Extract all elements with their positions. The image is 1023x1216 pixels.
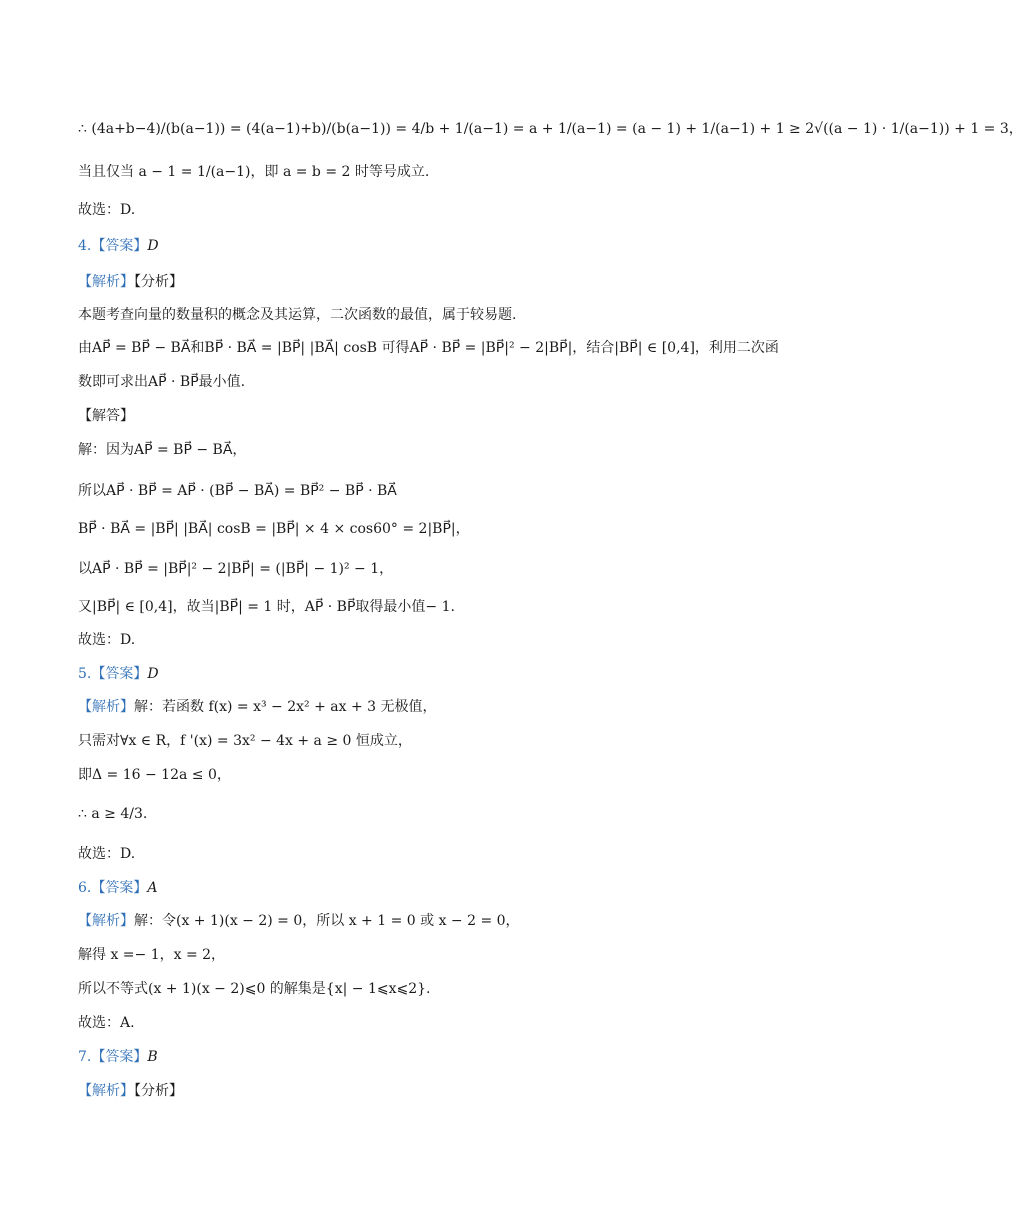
analysis-text: 【分析】	[134, 274, 183, 290]
text-line: 故选：D.	[78, 202, 136, 218]
text-line: 所以不等式(x + 1)(x − 2)⩽0 的解集是{x| − 1⩽x⩽2}.	[78, 981, 431, 997]
question-number: 6.	[78, 880, 92, 896]
answer-value: D	[147, 666, 159, 682]
text-line: BP⃗ · BA⃗ = |BP⃗| |BA⃗| cosB = |BP⃗| × 4 × cos60° = 2|BP⃗|，	[78, 521, 470, 537]
text-line: 所以AP⃗ · BP⃗ = AP⃗ · (BP⃗ − BA⃗) = BP⃗² − BP⃗ · BA⃗	[78, 483, 397, 499]
text-line: 【解答】	[78, 408, 134, 424]
analysis-text: 【分析】	[134, 1083, 183, 1099]
analysis-text: 解：令(x + 1)(x − 2) = 0，所以 x + 1 = 0 或 x − 2 = 0，	[134, 913, 520, 929]
text-line: 解得 x =− 1，x = 2，	[78, 947, 226, 963]
question-number: 7.	[78, 1049, 92, 1065]
text-line: 即Δ = 16 − 12a ≤ 0，	[78, 767, 231, 783]
answer-heading	[78, 236, 800, 256]
analysis-line	[78, 697, 800, 717]
text-line: 故选：A.	[78, 1015, 135, 1031]
answer-value: B	[147, 1049, 158, 1065]
analysis-heading	[78, 1081, 800, 1101]
analysis-tag: 【解析】	[78, 699, 134, 715]
answer-heading	[78, 878, 800, 898]
analysis-heading	[78, 272, 800, 292]
answer-value: D	[147, 238, 159, 254]
text-line: 以AP⃗ · BP⃗ = |BP⃗|² − 2|BP⃗| = (|BP⃗| − 1)² − 1，	[78, 561, 394, 577]
answer-tag: 【答案】	[91, 238, 148, 254]
analysis-text: 解：若函数 f(x) = x³ − 2x² + ax + 3 无极值，	[134, 699, 437, 715]
text-line: ∴ a ≥ 4/3.	[78, 806, 148, 822]
text-line: 又|BP⃗| ∈ [0,4]，故当|BP⃗| = 1 时，AP⃗ · BP⃗取得最小值− 1.	[78, 599, 455, 615]
analysis-tag: 【解析】	[78, 274, 134, 290]
text-line: 由AP⃗ = BP⃗ − BA⃗和BP⃗ · BA⃗ = |BP⃗| |BA⃗| cosB 可得AP⃗ · BP⃗ = |BP⃗|² − 2|BP⃗|，结合|BP⃗| ∈ [0,4]，利用二次函	[78, 340, 779, 356]
text-line: ∴ (4a+b−4)/(b(a−1)) = (4(a−1)+b)/(b(a−1)) = 4/b + 1/(a−1) = a + 1/(a−1) = (a − 1) + 1/(a−1) + 1 ≥ 2√((a − 1) · 1/(a−1)) + 1 = 3，	[78, 121, 1023, 137]
text-line: 只需对∀x ∈ R，f '(x) = 3x² − 4x + a ≥ 0 恒成立，	[78, 733, 412, 749]
analysis-line	[78, 911, 800, 931]
question-number: 4.	[78, 238, 92, 254]
text-line: 解：因为AP⃗ = BP⃗ − BA⃗，	[78, 442, 247, 458]
text-line: 本题考查向量的数量积的概念及其运算，二次函数的最值，属于较易题.	[78, 307, 517, 323]
text-line: 故选：D.	[78, 846, 136, 862]
text-line: 当且仅当 a − 1 = 1/(a−1)，即 a = b = 2 时等号成立.	[78, 164, 430, 180]
text-line: 数即可求出AP⃗ · BP⃗最小值.	[78, 374, 246, 390]
answer-tag: 【答案】	[91, 666, 148, 682]
analysis-tag: 【解析】	[78, 913, 134, 929]
answer-tag: 【答案】	[91, 880, 148, 896]
question-number: 5.	[78, 666, 92, 682]
text-line: 故选：D.	[78, 632, 136, 648]
analysis-tag: 【解析】	[78, 1083, 134, 1099]
answer-tag: 【答案】	[91, 1049, 148, 1065]
answer-heading	[78, 664, 800, 684]
answer-heading	[78, 1047, 800, 1067]
answer-value: A	[147, 880, 158, 896]
